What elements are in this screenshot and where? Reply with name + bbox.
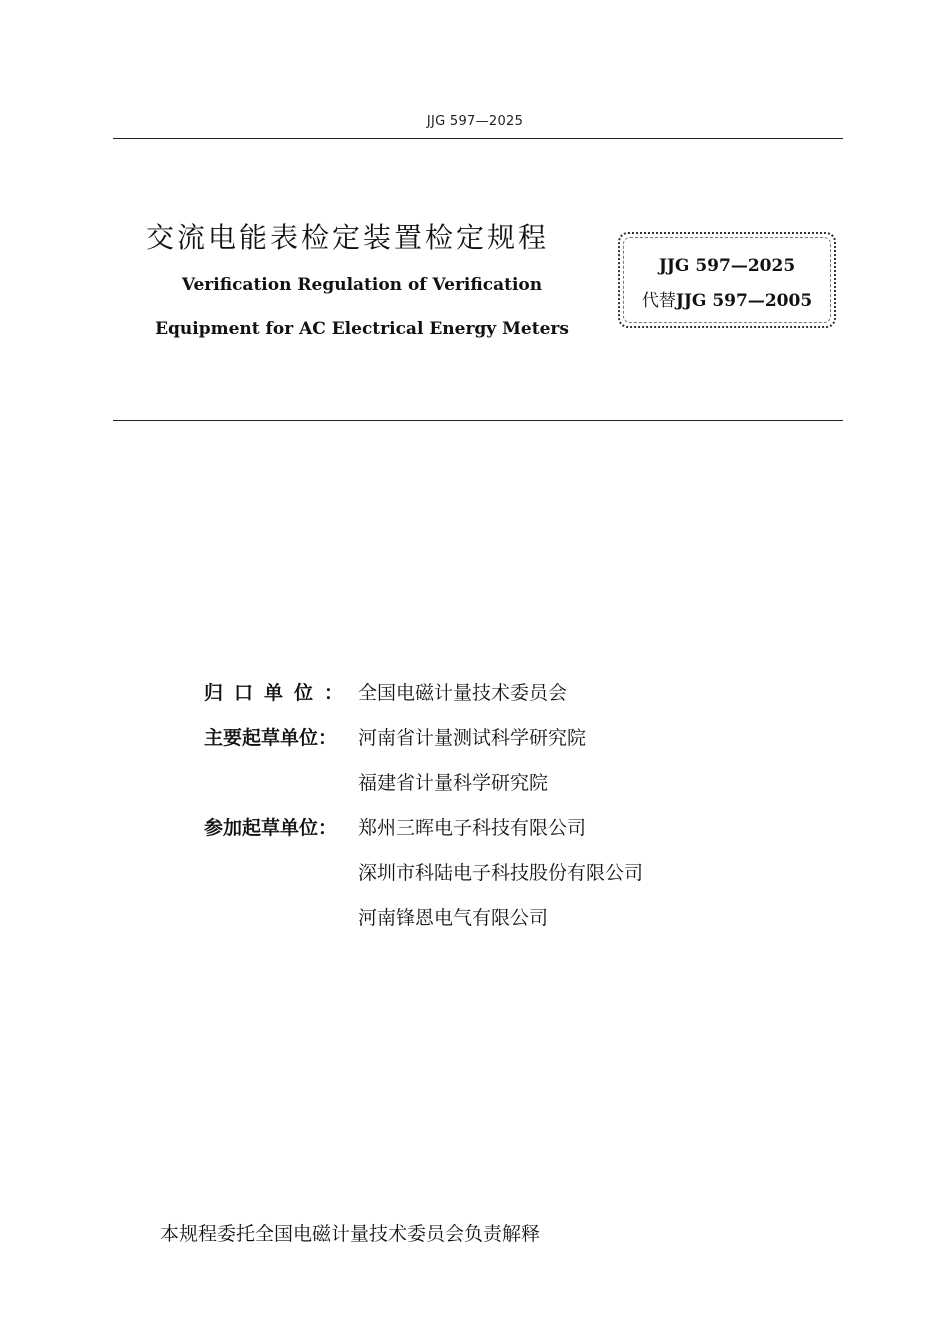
participating-unit-3: 河南锋恩电气有限公司 [358,907,549,929]
title-english-line-2: Equipment for AC Electrical Energy Meters [155,319,569,339]
participating-unit-2: 深圳市科陆电子科技股份有限公司 [358,862,644,884]
main-drafting-unit-row [204,726,586,750]
title-chinese: 交流电能表检定装置检定规程 [146,221,550,254]
participating-unit-row-3 [204,906,548,930]
main-drafting-unit-label: 主要起草单位： [204,727,338,749]
title-english-line-1: Verification Regulation of Verification [181,275,543,295]
participating-unit-row-2 [204,861,643,885]
responsible-unit-label: 归口单位： [204,682,355,704]
header-rule [113,138,843,139]
participating-unit-1: 郑州三晖电子科技有限公司 [358,817,587,839]
participating-unit-row [204,816,586,840]
responsible-unit-row [204,681,567,705]
title-section-rule [113,420,843,421]
current-code: JJG 597—2025 [658,256,796,276]
participating-unit-label: 参加起草单位： [204,817,338,839]
responsible-unit-value: 全国电磁计量技术委员会 [358,682,568,704]
header-code: JJG 597—2025 [426,114,524,129]
replaced-code: JJG 597—2005 [675,291,813,311]
interpretation-note: 本规程委托全国电磁计量技术委员会负责解释 [160,1223,541,1245]
standard-code-box [618,232,836,328]
replaces-code-line [620,286,834,311]
main-drafting-unit-row-2 [204,771,548,795]
replaces-prefix: 代替 [641,291,676,311]
main-drafting-unit-2: 福建省计量科学研究院 [358,772,549,794]
main-drafting-unit-1: 河南省计量测试科学研究院 [358,727,587,749]
